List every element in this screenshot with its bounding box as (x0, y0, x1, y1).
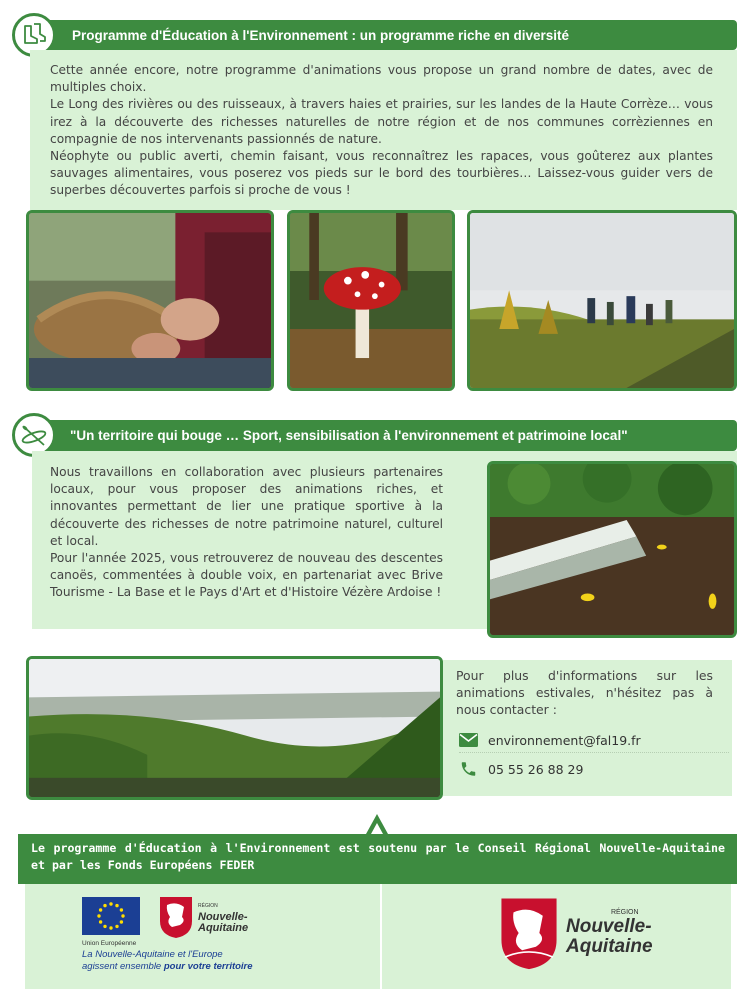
contact-intro: Pour plus d'informations sur les animations estivales, n'hésitez pas à nous contacter : (456, 668, 713, 718)
region-large-name-line2: Aquitaine (566, 936, 653, 957)
section2-banner (44, 420, 737, 451)
photo-basket-weaving (26, 210, 274, 391)
funding-banner (18, 834, 737, 884)
lion-shield-large-icon (498, 895, 560, 971)
tagline-line1: La Nouvelle-Aquitaine et l'Europe (82, 949, 223, 960)
section1-title: Programme d'Éducation à l'Environnement : un programme riche en diversité (72, 27, 570, 43)
photo-group-hike (467, 210, 737, 391)
section1-paragraph: Néophyte ou public averti, chemin faisant, vous reconnaîtrez les rapaces, vous goûterez aux plantes sauvages alimentaires, vous poserez vos pieds sur le bord des tourbières… Laissez-vous guider vers de superbes découvertes parfois si proche de vous ! (50, 149, 713, 198)
photo-river-weir-canoes (487, 461, 737, 638)
region-small-label: RÉGION (198, 903, 218, 909)
photo-valley-landscape (26, 656, 443, 800)
section1-text (50, 62, 713, 200)
email-contact[interactable] (459, 728, 729, 753)
photo-fly-agaric-mushroom (287, 210, 455, 391)
region-name-line1: Nouvelle- (198, 911, 248, 923)
phone-number[interactable]: 05 55 26 88 29 (488, 761, 584, 777)
tagline-line2a: agissent ensemble (82, 961, 164, 972)
section2-paragraph: Pour l'année 2025, vous retrouverez de nouveau des descentes canoës, commentées à double voix, en partenariat avec Brive Tourisme - La Base et le Pays d'Art et d'Histoire Vézère Ardoise ! (50, 551, 443, 600)
region-logo-small (158, 895, 268, 943)
eu-flag-logo (82, 897, 140, 945)
phone-icon (459, 760, 478, 778)
arrow-up-icon (364, 812, 390, 836)
section2-title: "Un territoire qui bouge … Sport, sensibilisation à l'environnement et patrimoine local" (70, 428, 628, 443)
lion-shield-icon (158, 895, 194, 939)
eu-region-tagline (82, 949, 342, 973)
section1-paragraph: Cette année encore, notre programme d'animations vous propose un grand nombre de dates, avec de multiples choix. (50, 63, 713, 95)
eu-label: Union Européenne (82, 940, 137, 947)
section1-paragraph: Le Long des rivières ou des ruisseaux, à travers haies et prairies, sur les landes de la Haute Corrèze… vous irez à la découverte des richesses naturelles de notre région et de nos communes corrèziennes en compagnie de nos intervenants passionnés de nature. (50, 97, 713, 146)
section1-banner (44, 20, 737, 50)
region-large-name-line1: Nouvelle- (566, 916, 652, 937)
region-name-line2: Aquitaine (198, 922, 249, 934)
section2-text (50, 464, 443, 602)
section2-paragraph: Nous travaillons en collaboration avec plusieurs partenaires locaux, pour vous proposer des animations riches, et innovantes permettant de lier une pratique sportive à la découverte des richesses de notre patrimoine naturel, culturel et local. (50, 465, 443, 548)
phone-contact[interactable] (459, 758, 729, 780)
tagline-line2b: pour votre territoire (163, 961, 253, 972)
region-logo-large (498, 895, 678, 971)
email-icon (459, 733, 478, 747)
funding-text: Le programme d'Éducation à l'Environnement est soutenu par le Conseil Régional Nouvelle-Aquitaine et par les Fonds Européens FEDER (31, 841, 725, 872)
region-large-small-label: RÉGION (610, 909, 639, 916)
email-link[interactable]: environnement@fal19.fr (488, 732, 641, 748)
